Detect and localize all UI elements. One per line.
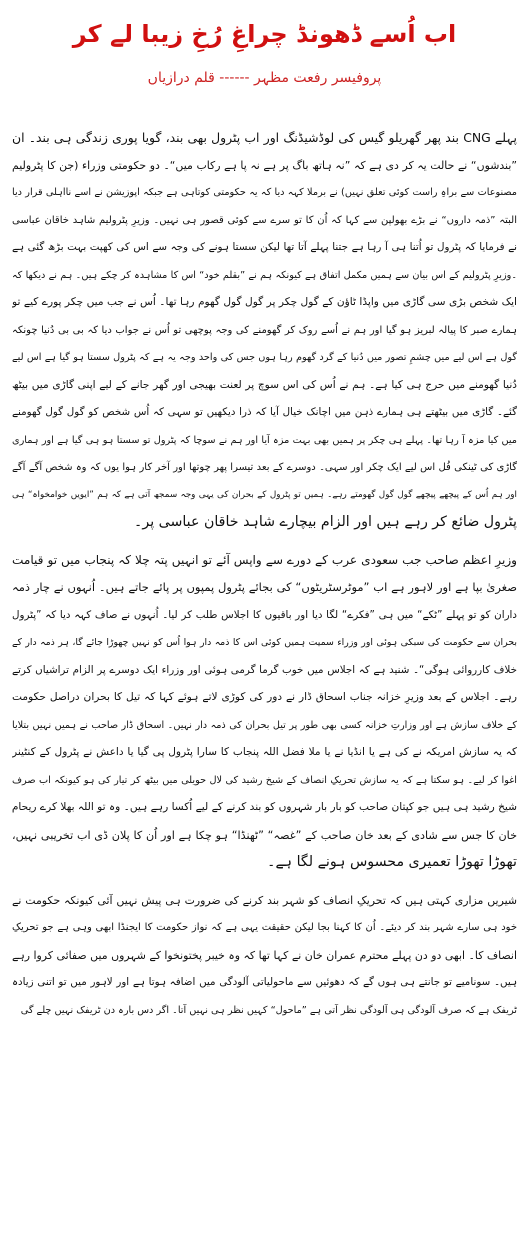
paragraph-line: مصنوعات سے براہِ راست کوئی تعلق نہیں) نے برملا کہہ دیا کہ یہ حکومتی کوتاہی ہے جبکہ اپوزیشن نے اسے نااہلی قرار دیا — [12, 187, 517, 198]
paragraph-line: اور ہم اُس کے پیچھے پیچھے گول گول گھومتے رہے۔ ہمیں تو پٹرول کے بحران کی یہی وجہ سمجھ آتی ہے کہ ہم ”ایویں خوامخواہ“ ہی — [12, 489, 517, 500]
paragraph-line: شیریں مزاری کہتی ہیں کہ تحریکِ انصاف کو شہر بند کرنے کی ضرورت ہی پیش نہیں آئی کیونکہ حکومت نے — [12, 893, 517, 907]
paragraph-line: خلاف کارروائی ہوگی“۔ شنید ہے کہ اجلاس میں خوب گرما گرمی ہوئی اور وزراء ایک دوسرے پر الزام تراشیاں کرتے — [12, 663, 517, 676]
paragraph-line: ٹریفک ہے کہ صرف آلودگی ہی آلودگی نظر آتی ہے ”ماحول“ کہیں نظر ہی نہیں آتا۔ اگر دس بارہ دن ٹریفک نہیں چلے گی — [20, 1004, 517, 1016]
paragraph-line: کہ یہ سازش امریکہ نے کی ہے یا انڈیا نے یا ملا فضل اللہ پنجاب کا سارا پٹرول پی گیا یا داعش نے پٹرول کے کنٹینر — [12, 746, 517, 758]
paragraph-line: تھوڑا تھوڑا تعمیری محسوس ہونے لگا ہے۔ — [267, 854, 517, 870]
paragraph-line: گول ہے اس لیے میں چشمِ تصور میں دُنیا کے گرد گھوم رہا ہوں جس کی واحد وجہ یہ ہے کہ پٹرول سستا ہو گیا ہے اس لیے — [12, 352, 517, 363]
paragraph-line: وزیرِ اعظم صاحب جب سعودی عرب کے دورے سے واپس آئے تو انہیں پتہ چلا کہ پنجاب میں تو قیامت — [12, 552, 517, 567]
paragraph-line: دُنیا گھومنے میں حرج ہی کیا ہے۔ ہم نے اُس کی اس سوچ پر لعنت بھیجی اور گھر جانے کے لیے اپنی گاڑی میں بیٹھ — [12, 378, 517, 391]
article-byline: پروفیسر رفعت مظہر ------ قلم درازیاں — [147, 70, 382, 86]
article-paragraph — [12, 887, 517, 1025]
paragraph-line: خود ہی سارے شہر بند کر دیئے۔ اُن کا کہنا بجا لیکن حقیقت یہی ہے کہ نواز حکومت کا ایجنڈا ابھی وہی ہے جو تحریکِ — [12, 922, 517, 933]
paragraph-line: ”بندشوں“ نے حالت یہ کر دی ہے کہ ”نہ ہاتھ باگ پر ہے نہ پا ہے رکاب میں“۔ دو حکومتی وزراء (جن کا پٹرولیم — [12, 158, 517, 172]
paragraph-line: خان کا جس سے شادی کے بعد خان صاحب کے ”غصہ“ ”ٹھنڈا“ ہو چکا ہے اور اُن کا پلان ڈی اب تخریبی نہیں، — [12, 828, 517, 842]
article-paragraph — [12, 547, 517, 877]
paragraph-line: صغریٰ بپا ہے اور لاہور ہے اب ”موٹرسٹریٹوں“ کی بجائے پٹرول پمپوں پر پائے جاتے ہیں۔ اُنہوں نے چار ذمہ — [12, 580, 517, 594]
paragraph-line: کے خلاف سازش ہے اور وزارتِ خزانہ کسی بھی طور پر تیل بحران کی ذمہ دار نہیں۔ اسحاق ڈار صاحب نے ہمیں نہیں بتلایا — [12, 719, 517, 731]
paragraph-line: اغوا کر لیے۔ ہو سکتا ہے کہ یہ سازش تحریکِ انصاف کے شیخ رشید کی لال حویلی میں بیٹھ کر تیار کی ہو کیونکہ اب صرف — [12, 774, 517, 786]
paragraph-line: البتہ ”ذمہ داروں“ نے بڑے بھولپن سے کہا کہ اُن کا تو سرے سے کوئی قصور ہی نہیں۔ وزیرِ پٹرولیم شاہد خاقان عباسی — [12, 214, 517, 226]
paragraph-line: پہلے CNG بند پھر گھریلو گیس کی لوڈشیڈنگ اور اب پٹرول بھی بند، گویا پوری زندگی ہی بند۔ ان — [12, 130, 517, 145]
paragraph-line: داران کو تو پہلے ”ٹکے“ میں ہی ”فکرے“ لگا دیا اور باقیوں کا اجلاس طلب کر لیا۔ اُنہوں نے صاف کہہ دیا کہ ”پٹرول — [12, 608, 517, 621]
paragraph-line: میں کیا مزہ آ رہا تھا۔ پہلے ہی چکر پر ہمیں بھی بہت مزہ آیا اور ہم نے سوچا کہ پٹرول تو سستا ہو ہی گیا ہے اور ہماری — [12, 434, 517, 446]
paragraph-line: پٹرول ضائع کر رہے ہیں اور الزام بیچارے شاہد خاقان عباسی پر۔ — [134, 514, 517, 530]
paragraph-line: بحران سے حکومت کی سبکی ہوئی اور وزراء سمیت ہمیں کوئی اس کا ذمہ دار ہوا اُس کو نہیں چھوڑا جائے گا، ہر ذمہ دار کے — [12, 637, 517, 648]
paragraph-line: ۔وزیرِ پٹرولیم کے اس بیان سے ہمیں مکمل اتفاق ہے کیونکہ ہم نے ”بقلم خود“ اس کا مشاہدہ کر چکے ہیں۔ ہم نے دیکھا کہ — [12, 269, 517, 281]
paragraph-line: شیخ رشید ہی ہیں جو کپتان صاحب کو بار بار شہروں کو بند کرنے کے لیے اُکسا رہے ہیں۔ وہ تو اللہ بھلا کرے ریحام — [12, 801, 517, 813]
paragraph-line: گئے۔ گاڑی میں بیٹھتے ہی ہمارے ذہن میں اچانک خیال آیا کہ ذرا دیکھیں تو سہی کہ اُس شخص کو گول گول گھومنے — [12, 406, 517, 418]
article-body — [12, 124, 517, 1024]
paragraph-line: ایک شخص بڑی سی گاڑی میں واپڈا ٹاؤن کے گول چکر پر گول گول گھوم رہا تھا۔ اُس نے جب میں چکر پورے کیے تو — [12, 296, 517, 308]
paragraph-line: ہمارے صبر کا پیالہ لبریز ہو گیا اور ہم نے اُسے روک کر گھومنے کی وجہ پوچھی تو اُس نے جواب دیا کہ بی بی دُنیا چونکہ — [12, 324, 517, 336]
paragraph-line: ہیں۔ سونامیے تو جانتے ہی ہوں گے کہ دھوئیں سے ماحولیاتی آلودگی میں اضافہ ہوتا ہے اور لاہور میں تو اتنی زیادہ — [12, 976, 517, 988]
paragraph-line: گاڑی کی ٹینکی فُل اس لیے ایک چکر اور سہی۔ دوسرے کے بعد تیسرا پھر چوتھا اور آخر کار ہوا یوں کہ وہ شخص آگے آگے — [12, 462, 517, 473]
article-paragraph — [12, 124, 517, 537]
paragraph-line: نے فرمایا کہ پٹرول تو اُتنا ہی آ رہا ہے جتنا پہلے آتا تھا لیکن سستا ہونے کی وجہ سے اس کی کھپت بہت بڑھ گئی ہے — [12, 241, 517, 253]
paragraph-line: رہے۔ اجلاس کے بعد وزیرِ خزانہ جناب اسحاق ڈار نے دور کی کوڑی لاتے ہوئے کہا کہ تیل کا بحران دراصل حکومت — [12, 691, 517, 703]
paragraph-line: انصاف کا۔ ابھی دو دن پہلے محترم عمران خان نے کہا تھا کہ وہ خیبر پختونخوا کے شہروں میں صفائی کروا رہے — [12, 948, 517, 962]
article-title: اب اُسے ڈھونڈ چراغِ رُخِ زیبا لے کر — [72, 20, 457, 48]
